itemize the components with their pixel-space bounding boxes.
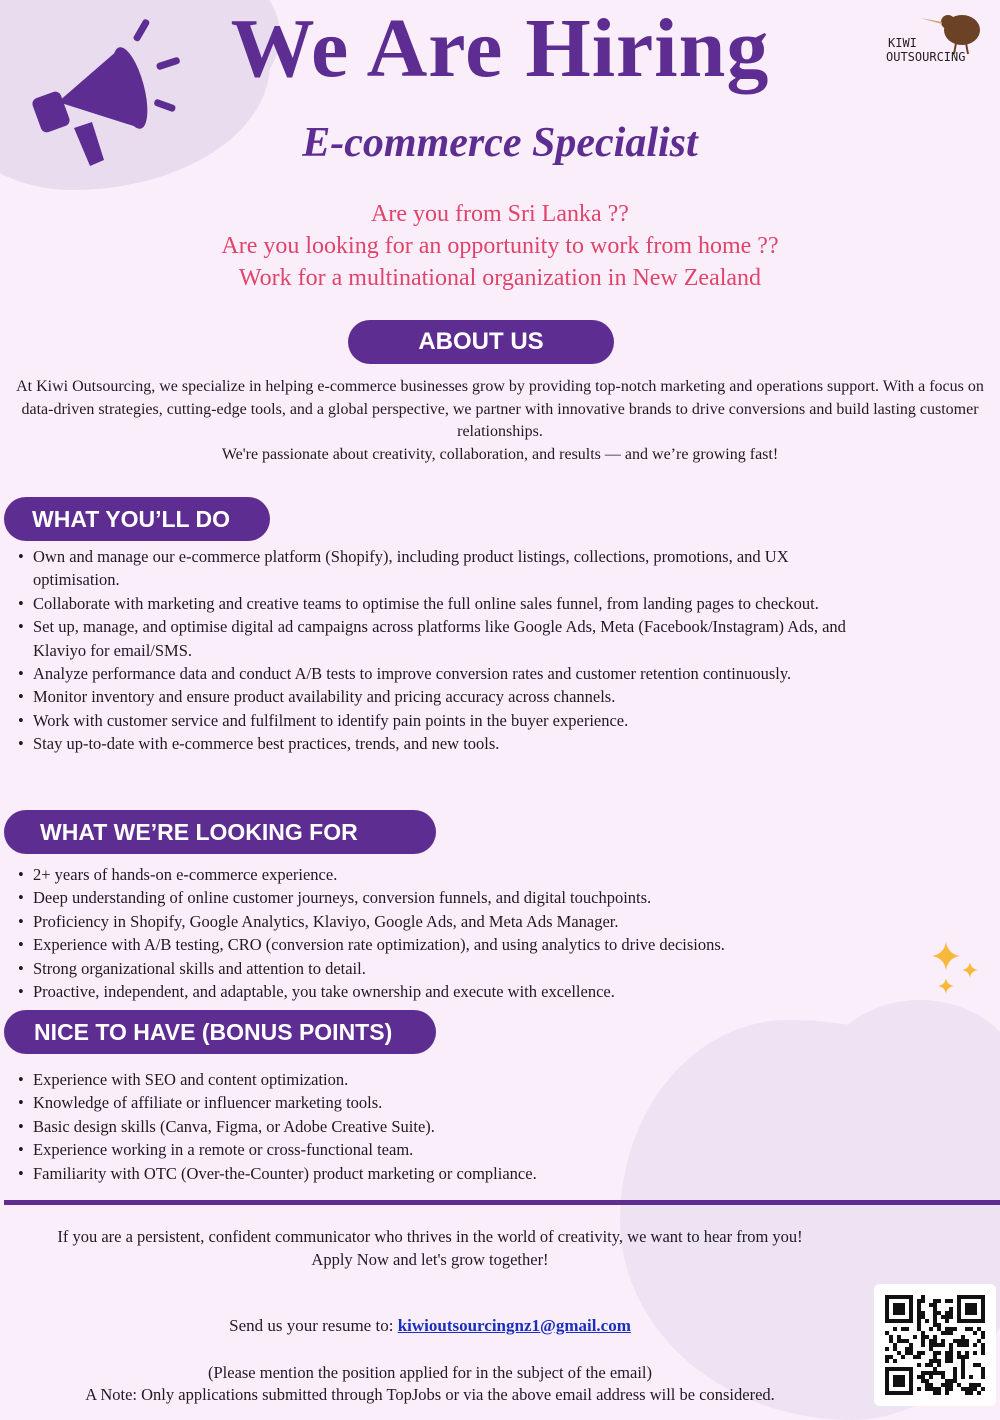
section-divider bbox=[4, 1200, 1000, 1205]
application-note bbox=[40, 1362, 820, 1405]
list-item: • Proficiency in Shopify, Google Analytics, Klaviyo, Google Ads, and Meta Ads Manager. bbox=[18, 910, 898, 933]
job-title: E-commerce Specialist bbox=[302, 120, 698, 166]
list-item: • Experience with A/B testing, CRO (conversion rate optimization), and using analytics to drive decisions. bbox=[18, 933, 898, 956]
list-item: • 2+ years of hands-on e-commerce experience. bbox=[18, 863, 898, 886]
nice-to-have-list bbox=[18, 1068, 818, 1185]
tagline-line: Are you looking for an opportunity to work from home ?? bbox=[221, 233, 779, 259]
logo-line-2: OUTSOURCING bbox=[886, 50, 966, 64]
closing-line: If you are a persistent, confident communicator who thrives in the world of creativity, we want to hear from you! bbox=[57, 1227, 803, 1246]
list-item: • Strong organizational skills and attention to detail. bbox=[18, 957, 898, 980]
list-item: • Experience working in a remote or cross-functional team. bbox=[18, 1138, 818, 1161]
sparkle-icon bbox=[928, 938, 984, 1000]
tagline-line: Work for a multinational organization in New Zealand bbox=[238, 265, 762, 291]
logo-text bbox=[886, 36, 965, 64]
about-us-paragraph: At Kiwi Outsourcing, we specialize in helping e-commerce businesses grow by providing top-notch marketing and operations support. With a focus on data-driven strategies, cutting-edge tools, and a global perspective, we partner with innovative brands to drive conversions and build lasting customer relationships. bbox=[16, 378, 984, 440]
resume-line bbox=[40, 1316, 820, 1336]
list-item: • Familiarity with OTC (Over-the-Counter) product marketing or compliance. bbox=[18, 1162, 818, 1185]
logo-line-1: KIWI bbox=[888, 36, 917, 50]
list-item: • Own and manage our e-commerce platform (Shopify), including product listings, collections, promotions, and UX optimisation. bbox=[18, 545, 858, 592]
about-us-paragraph: We're passionate about creativity, collaboration, and results — and we’re growing fast! bbox=[221, 445, 779, 463]
qr-code[interactable] bbox=[874, 1284, 996, 1406]
list-item: • Set up, manage, and optimise digital ad campaigns across platforms like Google Ads, Meta (Facebook/Instagram) Ads, and Klaviyo for email/SMS. bbox=[18, 615, 858, 662]
what-youll-do-heading: WHAT YOU’LL DO bbox=[4, 497, 270, 541]
looking-for-list bbox=[18, 863, 898, 1003]
email-link[interactable]: kiwioutsourcingnz1@gmail.com bbox=[397, 1316, 631, 1335]
what-youll-do-list bbox=[18, 545, 858, 756]
list-item: • Experience with SEO and content optimization. bbox=[18, 1068, 818, 1091]
list-item: • Deep understanding of online customer journeys, conversion funnels, and digital touchpoints. bbox=[18, 886, 898, 909]
company-logo bbox=[886, 8, 996, 68]
looking-for-heading: WHAT WE’RE LOOKING FOR bbox=[4, 810, 436, 854]
tagline-block bbox=[0, 198, 1000, 294]
list-item: • Work with customer service and fulfilment to identify pain points in the buyer experience. bbox=[18, 709, 858, 732]
list-item: • Stay up-to-date with e-commerce best practices, trends, and new tools. bbox=[18, 732, 858, 755]
page-title: We Are Hiring bbox=[230, 2, 770, 95]
list-item: • Proactive, independent, and adaptable, you take ownership and execute with excellence. bbox=[18, 980, 898, 1003]
tagline-line: Are you from Sri Lanka ?? bbox=[371, 201, 629, 227]
about-us-heading: ABOUT US bbox=[348, 320, 614, 364]
list-item: • Collaborate with marketing and creative teams to optimise the full online sales funnel, from landing pages to checkout. bbox=[18, 592, 858, 615]
closing-text bbox=[40, 1226, 820, 1271]
note-line: (Please mention the position applied for in the subject of the email) bbox=[207, 1363, 652, 1382]
about-us-text bbox=[16, 376, 984, 466]
list-item: • Knowledge of affiliate or influencer marketing tools. bbox=[18, 1091, 818, 1114]
list-item: • Basic design skills (Canva, Figma, or Adobe Creative Suite). bbox=[18, 1115, 818, 1138]
note-line: A Note: Only applications submitted through TopJobs or via the above email address will be considered. bbox=[85, 1384, 775, 1404]
qr-code-icon bbox=[874, 1284, 996, 1406]
list-item: • Analyze performance data and conduct A/B tests to improve conversion rates and customer retention continuously. bbox=[18, 662, 858, 685]
closing-line: Apply Now and let's grow together! bbox=[311, 1249, 549, 1269]
list-item: • Monitor inventory and ensure product availability and pricing accuracy across channels. bbox=[18, 685, 858, 708]
resume-prefix: Send us your resume to: bbox=[229, 1316, 398, 1335]
nice-to-have-heading: NICE TO HAVE (BONUS POINTS) bbox=[4, 1010, 436, 1054]
